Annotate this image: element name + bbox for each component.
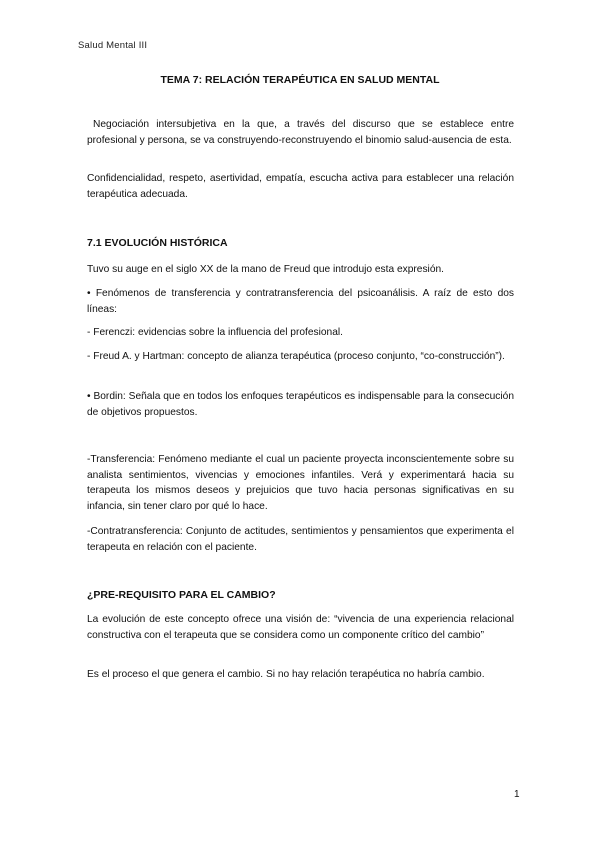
section1-contratransferencia [87, 524, 514, 555]
intro-paragraph-1 [87, 117, 514, 148]
intro-paragraph-2 [87, 171, 514, 202]
section1-bullet-1 [87, 286, 514, 317]
section1-text-3: - Ferenczi: evidencias sobre la influencia del profesional. [87, 327, 343, 338]
section-heading-evolucion: 7.1 EVOLUCIÓN HISTÓRICA [87, 237, 228, 249]
section1-paragraph-1 [87, 262, 514, 278]
section1-text-4: - Freud A. y Hartman: concepto de alianza terapéutica (proceso conjunto, “co-construcción”). [87, 351, 505, 362]
section2-paragraph-2 [87, 667, 514, 683]
section2-paragraph-1 [87, 612, 514, 643]
section-heading-prerequisito: ¿PRE-REQUISITO PARA EL CAMBIO? [87, 589, 276, 601]
section1-text-1: Tuvo su auge en el siglo XX de la mano de Freud que introdujo esta expresión. [87, 264, 444, 275]
section1-bullet-bordin [87, 389, 514, 420]
section2-text-2: Es el proceso el que genera el cambio. Si no hay relación terapéutica no habría cambio. [87, 669, 485, 680]
section2-text-1: La evolución de este concepto ofrece una visión de: “vivencia de una experiencia relacional constructiva con el terapeuta que se considera como un componente crítico del cambio” [87, 614, 514, 641]
section1-text-7: -Contratransferencia: Conjunto de actitudes, sentimientos y pensamientos que experimenta el terapeuta en relación con el paciente. [87, 526, 514, 553]
section1-transferencia [87, 452, 514, 514]
section1-text-5: • Bordin: Señala que en todos los enfoques terapéuticos es indispensable para la consecución de objetivos propuestos. [87, 391, 514, 418]
section1-list-item-ferenczi [87, 325, 514, 341]
intro-text-2: Confidencialidad, respeto, asertividad, empatía, escucha activa para establecer una relación terapéutica adecuada. [87, 173, 514, 200]
running-header: Salud Mental III [78, 40, 148, 51]
section1-text-6: -Transferencia: Fenómeno mediante el cual un paciente proyecta inconscientemente sobre su analista sentimientos, vivencias y emociones infantiles. Verá y experimentará hacia su terapeuta los mismos deseos y prejuicios que tuvo hacia personas significativas en su infancia, sin tener claro por qué lo hace. [87, 454, 514, 512]
section1-list-item-freud [87, 349, 514, 365]
document-title: TEMA 7: RELACIÓN TERAPÉUTICA EN SALUD MENTAL [160, 74, 440, 86]
intro-text-1: Negociación intersubjetiva en la que, a través del discurso que se establece entre profesional y persona, se va construyendo-reconstruyendo el binomio salud-ausencia de esta. [87, 119, 514, 146]
section1-text-2: • Fenómenos de transferencia y contratransferencia del psicoanálisis. A raíz de esto dos líneas: [87, 288, 514, 315]
page-number: 1 [514, 789, 520, 800]
